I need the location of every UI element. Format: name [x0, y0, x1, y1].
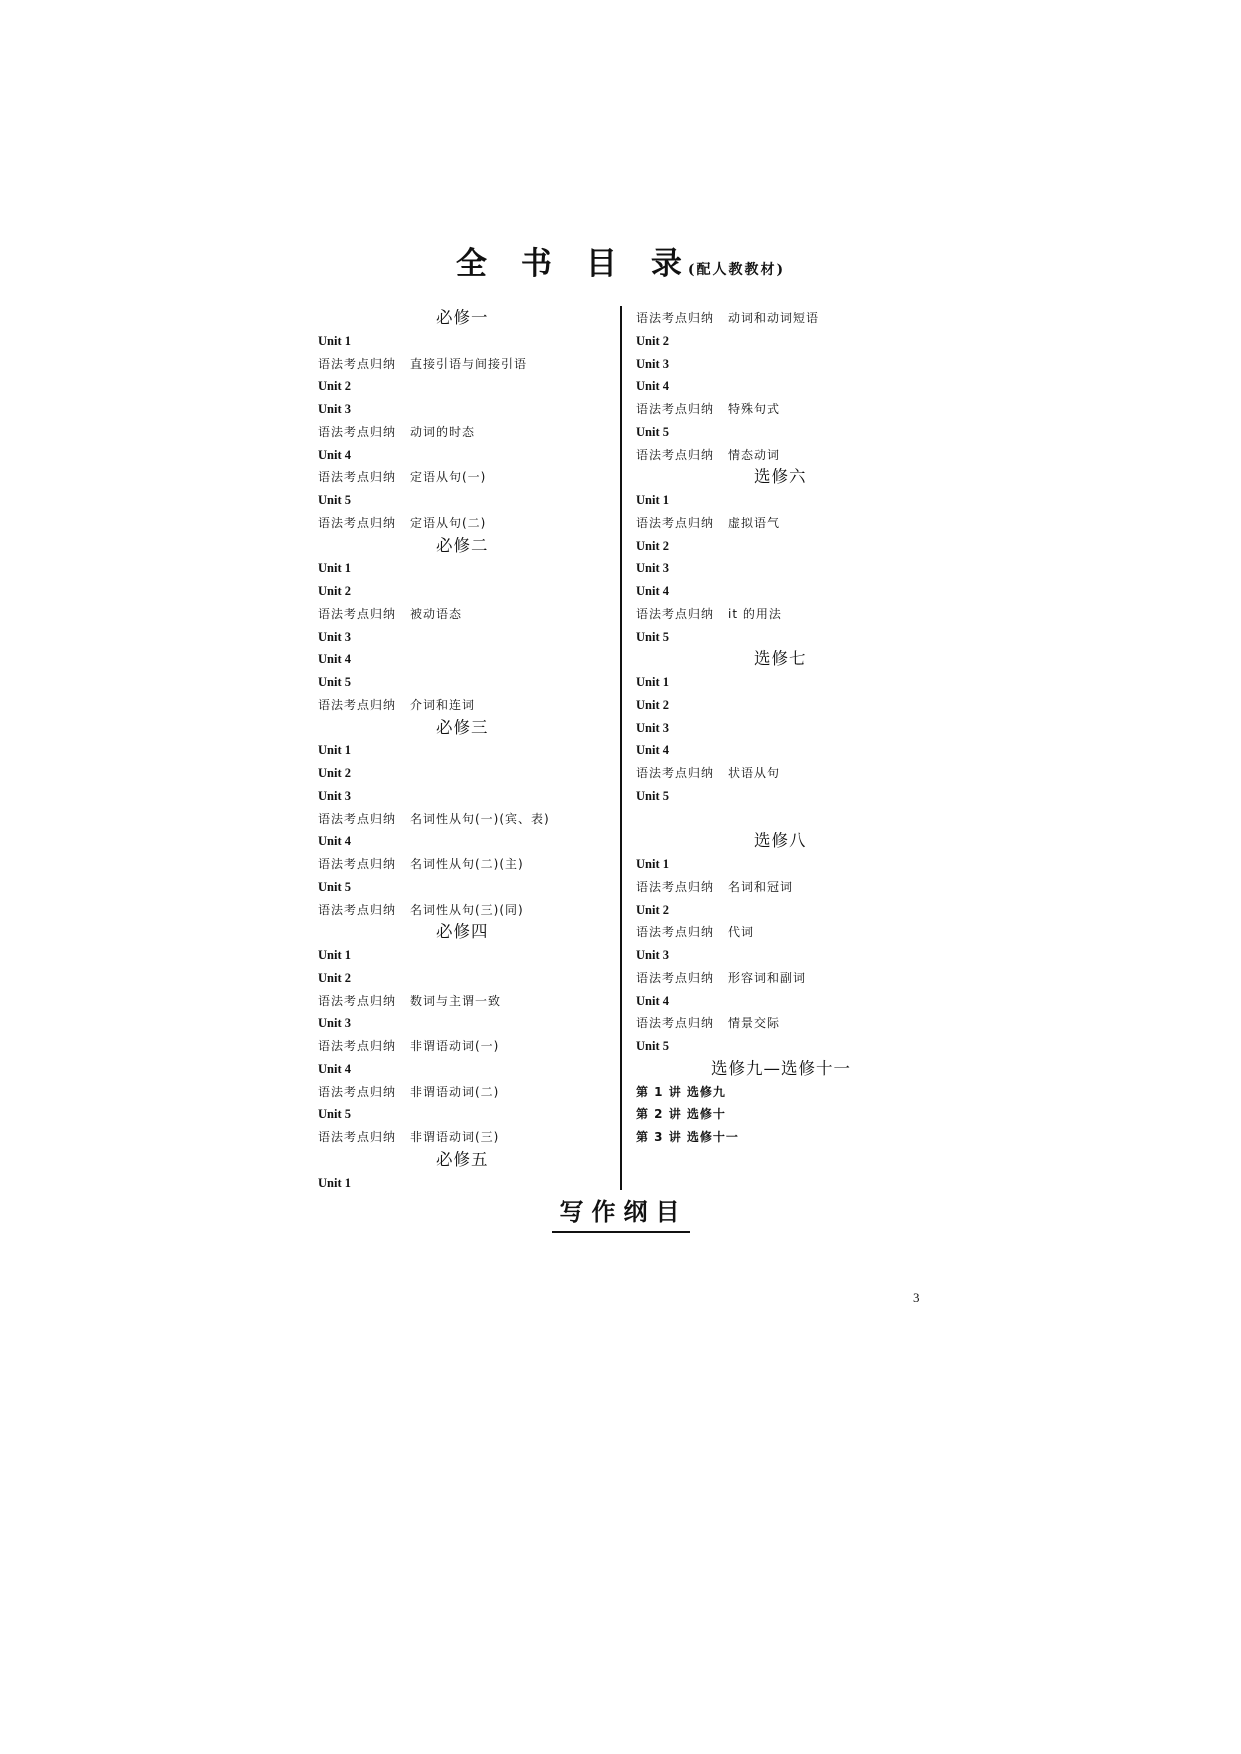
writing-outline-title — [0, 1195, 1241, 1233]
writing-outline-title-text: 写作纲目 — [552, 1195, 690, 1233]
toc-grammar-label: 语法考点归纳 — [318, 811, 397, 826]
toc-grammar-label: 语法考点归纳 — [636, 766, 715, 780]
toc-spacer — [636, 808, 936, 831]
toc-unit-entry[interactable]: Unit 1 — [318, 948, 351, 962]
toc-unit-entry[interactable]: Unit 1 — [318, 333, 351, 348]
toc-unit-entry[interactable]: Unit 1 — [636, 493, 669, 507]
toc-grammar-label: 语法考点归纳 — [318, 902, 397, 917]
toc-grammar-topic: 数词与主谓一致 — [410, 993, 502, 1008]
toc-unit-entry[interactable]: Unit 2 — [318, 970, 351, 985]
toc-grammar-topic: 介词和连词 — [410, 697, 476, 712]
toc-grammar-label: 语法考点归纳 — [318, 1039, 397, 1053]
toc-grammar-label: 语法考点归纳 — [318, 1084, 397, 1099]
toc-grammar-topic: 特殊句式 — [728, 402, 781, 416]
toc-grammar-label: 语法考点归纳 — [318, 1130, 397, 1144]
toc-unit-entry[interactable]: Unit 2 — [318, 584, 351, 598]
toc-grammar-label: 语法考点归纳 — [636, 879, 715, 894]
toc-unit-entry[interactable]: Unit 1 — [636, 675, 669, 689]
toc-grammar-topic: 代词 — [728, 925, 755, 940]
toc-grammar-label: 语法考点归纳 — [318, 356, 397, 371]
toc-grammar-label: 语法考点归纳 — [318, 470, 397, 485]
toc-grammar-entry[interactable] — [318, 1081, 618, 1104]
page-title-sub: (配人教教材) — [687, 262, 786, 278]
toc-unit-entry[interactable]: Unit 5 — [636, 424, 669, 439]
toc-grammar-label: 语法考点归纳 — [318, 993, 397, 1008]
toc-grammar-entry[interactable] — [318, 353, 618, 376]
toc-grammar-entry[interactable] — [318, 603, 618, 626]
toc-grammar-entry[interactable] — [636, 444, 936, 467]
toc-grammar-entry[interactable] — [636, 307, 936, 330]
toc-grammar-entry[interactable] — [636, 1012, 936, 1035]
toc-unit-entry[interactable]: Unit 3 — [318, 788, 351, 803]
toc-unit-entry[interactable]: Unit 3 — [318, 629, 351, 644]
toc-grammar-topic: 被动语态 — [410, 606, 463, 621]
toc-grammar-entry[interactable] — [636, 512, 936, 535]
toc-section-heading: 选修七 — [754, 649, 807, 669]
toc-grammar-entry[interactable] — [318, 694, 618, 717]
toc-unit-entry[interactable]: Unit 5 — [318, 675, 351, 689]
toc-grammar-topic: 定语从句(二) — [410, 515, 487, 530]
toc-unit-entry[interactable]: Unit 2 — [318, 379, 351, 394]
page-number: 3 — [913, 1290, 920, 1305]
toc-grammar-entry[interactable] — [636, 398, 936, 421]
toc-grammar-topic: 非谓语动词(一) — [410, 1039, 500, 1053]
column-divider — [620, 306, 622, 1190]
toc-grammar-label: 语法考点归纳 — [318, 697, 397, 712]
toc-unit-entry[interactable]: Unit 4 — [636, 379, 669, 394]
toc-unit-entry[interactable]: Unit 5 — [318, 879, 351, 894]
toc-unit-entry[interactable]: Unit 4 — [318, 652, 351, 667]
toc-unit-entry[interactable]: Unit 3 — [636, 561, 669, 576]
toc-grammar-label: 语法考点归纳 — [636, 515, 715, 530]
toc-grammar-topic: 情景交际 — [728, 1016, 781, 1031]
toc-unit-entry[interactable]: Unit 4 — [636, 743, 669, 758]
toc-grammar-entry[interactable] — [318, 1126, 618, 1149]
toc-grammar-entry[interactable] — [636, 762, 936, 785]
toc-unit-entry[interactable]: Unit 4 — [636, 584, 669, 598]
toc-grammar-entry[interactable] — [636, 876, 936, 899]
toc-grammar-topic: 虚拟语气 — [728, 515, 781, 530]
toc-unit-entry[interactable]: Unit 5 — [636, 629, 669, 644]
toc-unit-entry[interactable]: Unit 3 — [318, 1016, 351, 1031]
toc-grammar-label: 语法考点归纳 — [636, 402, 715, 416]
toc-section-heading: 必修一 — [436, 308, 489, 327]
toc-section-heading: 选修九—选修十一 — [711, 1058, 851, 1078]
toc-grammar-label: 语法考点归纳 — [318, 857, 397, 871]
toc-section-heading: 选修六 — [754, 467, 807, 487]
toc-grammar-label: 语法考点归纳 — [318, 515, 397, 530]
toc-grammar-entry[interactable] — [636, 967, 936, 990]
toc-grammar-topic: 情态动词 — [728, 447, 781, 462]
toc-section-heading: 选修八 — [754, 831, 807, 851]
toc-lecture-entry[interactable]: 第 3 讲 选修十一 — [636, 1130, 739, 1144]
toc-section-heading: 必修四 — [436, 922, 489, 942]
toc-unit-entry[interactable]: Unit 3 — [636, 356, 669, 371]
toc-grammar-label: 语法考点归纳 — [636, 925, 715, 940]
toc-lecture-entry[interactable]: 第 2 讲 选修十 — [636, 1107, 726, 1122]
toc-unit-entry[interactable]: Unit 4 — [318, 834, 351, 849]
toc-grammar-label: 语法考点归纳 — [318, 606, 397, 621]
toc-grammar-label: 语法考点归纳 — [636, 606, 715, 621]
toc-grammar-entry[interactable] — [318, 853, 618, 876]
toc-unit-entry[interactable]: Unit 2 — [636, 538, 669, 553]
page-title-main: 全书目录 — [455, 246, 716, 282]
toc-grammar-topic: 名词性从句(一)(宾、表) — [410, 811, 550, 826]
toc-unit-entry[interactable]: Unit 5 — [318, 493, 351, 507]
toc-unit-entry[interactable]: Unit 1 — [318, 1175, 351, 1190]
toc-unit-entry[interactable]: Unit 2 — [636, 333, 669, 348]
toc-grammar-topic: it 的用法 — [728, 606, 782, 621]
toc-grammar-topic: 非谓语动词(二) — [410, 1084, 500, 1099]
toc-unit-entry[interactable]: Unit 1 — [318, 743, 351, 758]
toc-grammar-topic: 形容词和副词 — [728, 970, 807, 985]
toc-grammar-topic: 名词性从句(二)(主) — [410, 857, 524, 871]
toc-right-column — [636, 307, 936, 1149]
toc-unit-entry[interactable]: Unit 3 — [636, 948, 669, 962]
toc-grammar-topic: 状语从句 — [728, 766, 781, 780]
toc-unit-entry[interactable]: Unit 2 — [318, 766, 351, 780]
toc-grammar-topic: 定语从句(一) — [410, 470, 487, 485]
toc-left-column — [318, 307, 618, 1194]
toc-grammar-topic: 直接引语与间接引语 — [410, 356, 528, 371]
toc-grammar-entry[interactable] — [318, 899, 618, 922]
toc-unit-entry[interactable]: Unit 5 — [636, 1039, 669, 1053]
toc-section-heading: 必修三 — [436, 717, 489, 737]
toc-unit-entry[interactable]: Unit 2 — [636, 902, 669, 917]
toc-grammar-label: 语法考点归纳 — [636, 311, 715, 325]
toc-grammar-entry[interactable] — [318, 1035, 618, 1058]
toc-grammar-topic: 名词性从句(三)(同) — [410, 902, 524, 917]
toc-grammar-topic: 名词和冠词 — [728, 879, 794, 894]
page-title — [0, 238, 1241, 283]
toc-grammar-label: 语法考点归纳 — [318, 424, 397, 439]
toc-unit-entry[interactable]: Unit 5 — [318, 1107, 351, 1122]
toc-grammar-entry[interactable] — [636, 603, 936, 626]
toc-unit-entry[interactable]: Unit 1 — [318, 561, 351, 576]
toc-grammar-topic: 动词的时态 — [410, 424, 476, 439]
toc-grammar-entry[interactable] — [318, 990, 618, 1013]
toc-unit-entry[interactable]: Unit 4 — [636, 993, 669, 1008]
toc-unit-entry[interactable]: Unit 3 — [318, 402, 351, 416]
toc-unit-entry[interactable]: Unit 3 — [636, 720, 669, 735]
toc-unit-entry[interactable]: Unit 4 — [318, 447, 351, 462]
toc-section-heading: 必修二 — [436, 535, 489, 555]
toc-grammar-label: 语法考点归纳 — [636, 970, 715, 985]
toc-section-heading: 必修五 — [436, 1149, 489, 1169]
toc-grammar-entry[interactable] — [318, 512, 618, 535]
toc-grammar-topic: 非谓语动词(三) — [410, 1130, 500, 1144]
toc-unit-entry[interactable]: Unit 2 — [636, 697, 669, 712]
toc-unit-entry[interactable]: Unit 4 — [318, 1061, 351, 1076]
toc-unit-entry[interactable]: Unit 5 — [636, 788, 669, 803]
toc-grammar-label: 语法考点归纳 — [636, 1016, 715, 1031]
toc-unit-entry[interactable]: Unit 1 — [636, 857, 669, 871]
toc-lecture-entry[interactable]: 第 1 讲 选修九 — [636, 1084, 726, 1099]
toc-grammar-entry[interactable] — [636, 921, 936, 944]
toc-grammar-topic: 动词和动词短语 — [728, 311, 820, 325]
toc-grammar-label: 语法考点归纳 — [636, 447, 715, 462]
toc-grammar-entry[interactable] — [318, 466, 618, 489]
toc-grammar-entry[interactable] — [318, 421, 618, 444]
toc-grammar-entry[interactable] — [318, 808, 618, 831]
